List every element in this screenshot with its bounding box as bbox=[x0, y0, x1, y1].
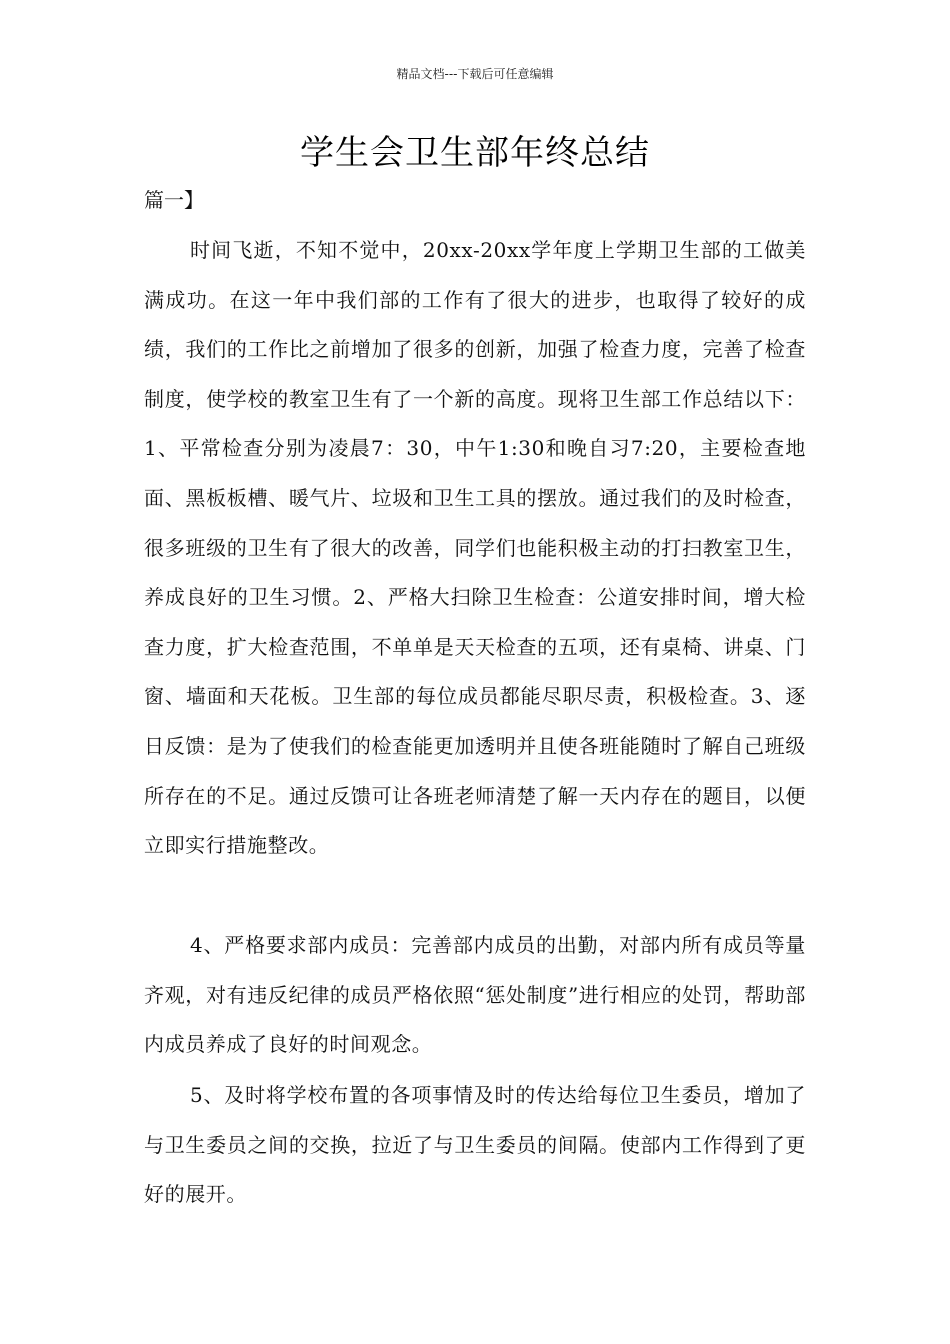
section-label: 篇一】 bbox=[144, 188, 204, 212]
paragraph-1: 时间飞逝，不知不觉中，20xx-20xx学年度上学期卫生部的工做美满成功。在这一年中我们部的工作有了很大的进步，也取得了较好的成绩，我们的工作比之前增加了很多的创新，加强了检查力度，完善了检查制度，使学校的教室卫生有了一个新的高度。现将卫生部工作总结以下：1、平常检查分别为凌晨7：30，中午1:30和晚自习7:20，主要检查地面、黑板板槽、暖气片、垃圾和卫生工具的摆放。通过我们的及时检查，很多班级的卫生有了很大的改善，同学们也能积极主动的打扫教室卫生，养成良好的卫生习惯。2、严格大扫除卫生检查：公道安排时间，增大检查力度，扩大检查范围，不单单是天天检查的五项，还有桌椅、讲桌、门窗、墙面和天花板。卫生部的每位成员都能尽职尽责，积极检查。3、逐日反馈：是为了使我们的检查能更加透明并且使各班能随时了解自己班级所存在的不足。通过反馈可让各班老师清楚了解一天内存在的题目，以便立即实行措施整改。 bbox=[144, 238, 806, 858]
paragraph-3: 5、及时将学校布置的各项事情及时的传达给每位卫生委员，增加了与卫生委员之间的交换，拉近了与卫生委员的间隔。使部内工作得到了更好的展开。 bbox=[144, 1083, 806, 1207]
document-title: 学生会卫生部年终总结 bbox=[300, 133, 650, 173]
header-note: 精品文档---下载后可任意编辑 bbox=[396, 67, 554, 81]
paragraph-2: 4、严格要求部内成员：完善部内成员的出勤，对部内所有成员等量齐观，对有违反纪律的成员严格依照“惩处制度”进行相应的处罚，帮助部内成员养成了良好的时间观念。 bbox=[144, 933, 806, 1057]
